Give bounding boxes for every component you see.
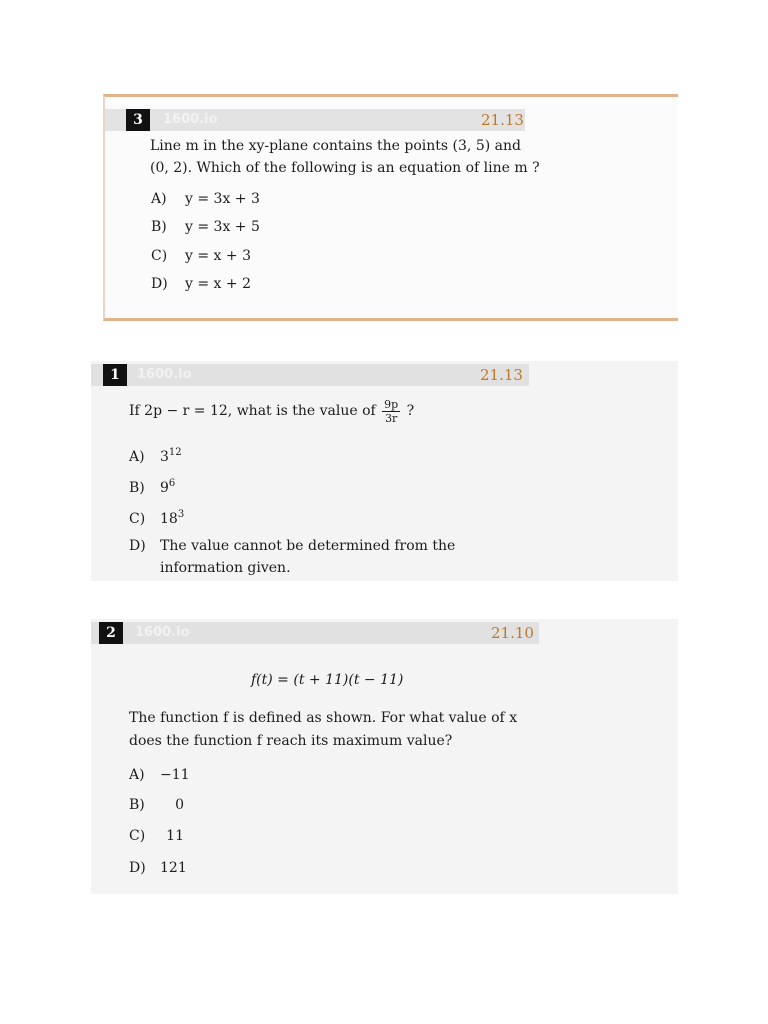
choice-letter: C) — [151, 248, 168, 264]
choice-text: 121 — [160, 860, 187, 876]
question-number: 3 — [126, 109, 150, 131]
answer-choice-d-continuation — [160, 558, 291, 578]
fraction — [382, 398, 400, 425]
choice-letter: A) — [129, 767, 145, 783]
difficulty-score: 21.13 — [481, 111, 524, 129]
answer-choice-c[interactable] — [129, 826, 184, 846]
answer-choice-b[interactable] — [129, 474, 175, 498]
choice-base: 9 — [160, 479, 169, 496]
choice-exponent: 3 — [177, 509, 185, 520]
question-prompt-line2: does the function f reach its maximum value? — [129, 733, 453, 749]
fraction-denominator: 3r — [385, 411, 398, 425]
choice-letter: B) — [129, 797, 145, 813]
choice-text: y = x + 3 — [185, 248, 251, 264]
answer-choice-c[interactable] — [151, 246, 251, 266]
answer-choice-c[interactable] — [129, 505, 184, 529]
choice-text-line1: The value cannot be determined from the — [160, 538, 456, 554]
choice-exponent: 12 — [168, 447, 182, 458]
answer-choice-d[interactable] — [129, 858, 187, 878]
question-card-2 — [91, 619, 678, 894]
watermark-text: 1600.io — [163, 112, 218, 127]
answer-choice-d[interactable] — [129, 536, 455, 556]
question-prompt-line2: (0, 2). Which of the following is an equation of line m ? — [150, 160, 540, 176]
answer-choice-b[interactable] — [151, 217, 260, 237]
question-number: 1 — [103, 364, 127, 386]
answer-choice-a[interactable] — [129, 443, 182, 467]
question-header — [91, 364, 529, 386]
answer-choice-a[interactable] — [129, 765, 190, 785]
choice-exponent: 6 — [168, 478, 176, 489]
choice-letter: A) — [129, 448, 145, 465]
choice-letter: B) — [129, 479, 145, 496]
choice-letter: D) — [129, 860, 146, 876]
answer-choice-d[interactable] — [151, 274, 251, 294]
choice-text: y = 3x + 5 — [185, 219, 260, 235]
watermark-text: 1600.io — [137, 367, 192, 382]
question-prompt-line1: The function f is defined as shown. For what value of x — [129, 710, 518, 726]
choice-base: 18 — [160, 510, 178, 527]
choice-text: y = x + 2 — [185, 276, 251, 292]
choice-letter: B) — [151, 219, 167, 235]
difficulty-score: 21.10 — [491, 624, 534, 642]
question-number: 2 — [99, 622, 123, 644]
choice-letter: C) — [129, 828, 146, 844]
choice-letter: A) — [151, 191, 167, 207]
choice-text: 0 — [175, 797, 184, 813]
choice-letter: D) — [129, 538, 146, 554]
choice-text-line2: information given. — [160, 560, 291, 576]
question-card-1 — [91, 361, 678, 581]
choice-letter: C) — [129, 510, 146, 527]
answer-choice-b[interactable] — [129, 795, 184, 815]
question-card-3 — [103, 94, 678, 321]
fraction-numerator: 9p — [384, 397, 399, 411]
watermark-text: 1600.io — [135, 625, 190, 640]
choice-letter: D) — [151, 276, 168, 292]
difficulty-score: 21.13 — [480, 366, 523, 384]
question-prompt: If 2p − r = 12, what is the value of $\frac{9p}{3r}$ ? — [129, 397, 415, 425]
choice-text: y = 3x + 3 — [185, 191, 260, 207]
choice-text: −11 — [160, 767, 190, 783]
question-header — [105, 109, 525, 131]
choice-text: 11 — [166, 828, 184, 844]
function-equation: f(t) = (t + 11)(t − 11) — [251, 672, 404, 688]
question-prompt-line1: Line m in the xy-plane contains the points (3, 5) and — [150, 138, 521, 154]
answer-choice-a[interactable] — [151, 189, 260, 209]
choice-base: 3 — [160, 448, 169, 465]
question-header — [91, 622, 539, 644]
